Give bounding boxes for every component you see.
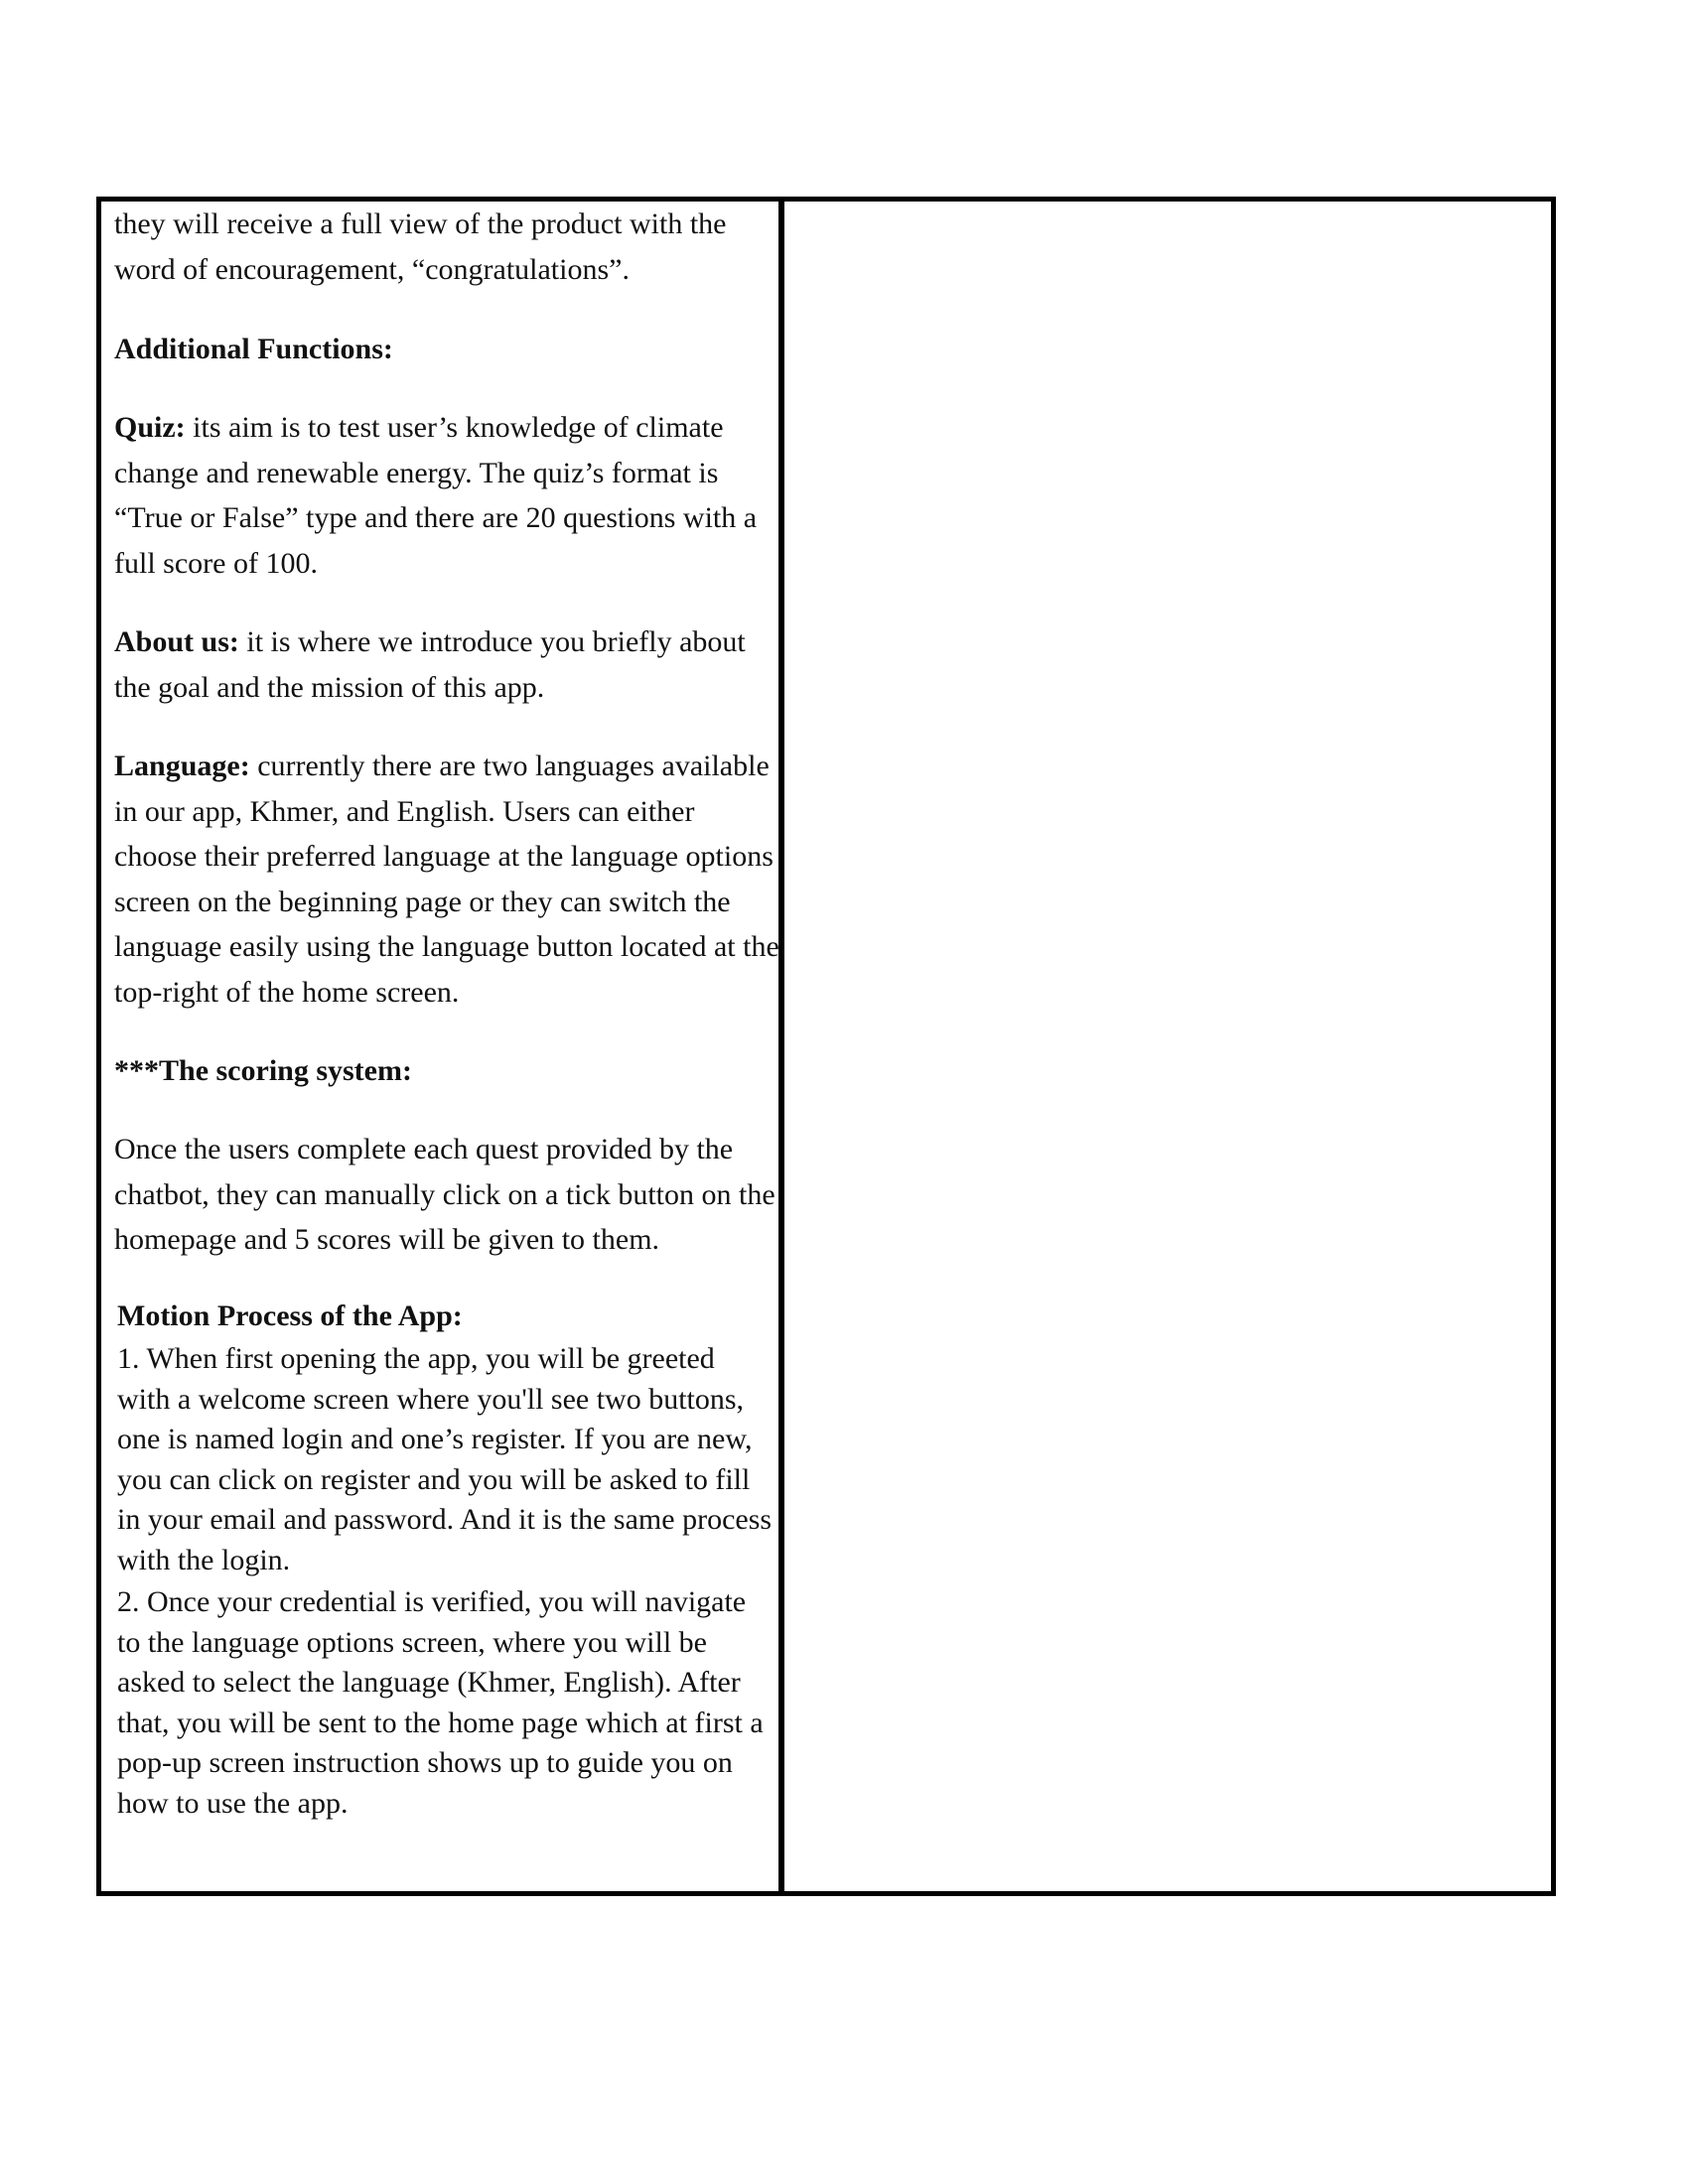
quiz-label: Quiz:: [114, 411, 186, 444]
quiz-paragraph: [114, 405, 779, 586]
additional-functions-heading: [114, 327, 779, 372]
table-left-cell: [101, 202, 784, 1891]
motion-step-1: 1. When first opening the app, you will be greeted with a welcome screen where you'll see two buttons, one is named login and one’s register. If you are new, you can click on register and you will be asked to fill in your email and password. And it is the same process with the login.: [117, 1342, 773, 1576]
language-label: Language:: [114, 750, 250, 782]
content-table: [96, 197, 1556, 1896]
language-paragraph: [114, 744, 779, 1015]
scoring-system-heading: [114, 1048, 779, 1094]
additional-functions-heading-text: Additional Functions:: [114, 333, 393, 365]
table-right-cell: [784, 202, 1551, 1891]
continued-paragraph: they will receive a full view of the product with the word of encouragement, “congratulations”.: [114, 207, 727, 286]
scoring-system-heading-text: ***The scoring system:: [114, 1054, 412, 1087]
about-us-text: it is where we introduce you briefly about the goal and the mission of this app.: [114, 625, 746, 704]
language-text: currently there are two languages available in our app, Khmer, and English. Users can either choose their preferred language at the language options screen on the beginning page or they can switch the language easily using the language button located at the top-right of the home screen.: [114, 750, 779, 1009]
quiz-text: its aim is to test user’s knowledge of climate change and renewable energy. The quiz’s format is “True or False” type and there are 20 questions with a full score of 100.: [114, 411, 758, 580]
scoring-system-paragraph: Once the users complete each quest provided by the chatbot, they can manually click on a tick button on the homepage and 5 scores will be given to them.: [114, 1133, 775, 1256]
motion-step-2: 2. Once your credential is verified, you will navigate to the language options screen, where you will be asked to select the language (Khmer, English). After that, you will be sent to the home page which at first a pop-up screen instruction shows up to guide you on how to use the app.: [117, 1585, 764, 1820]
about-us-paragraph: [114, 619, 779, 710]
motion-process-heading: Motion Process of the App:: [117, 1299, 463, 1332]
about-us-label: About us:: [114, 625, 239, 658]
